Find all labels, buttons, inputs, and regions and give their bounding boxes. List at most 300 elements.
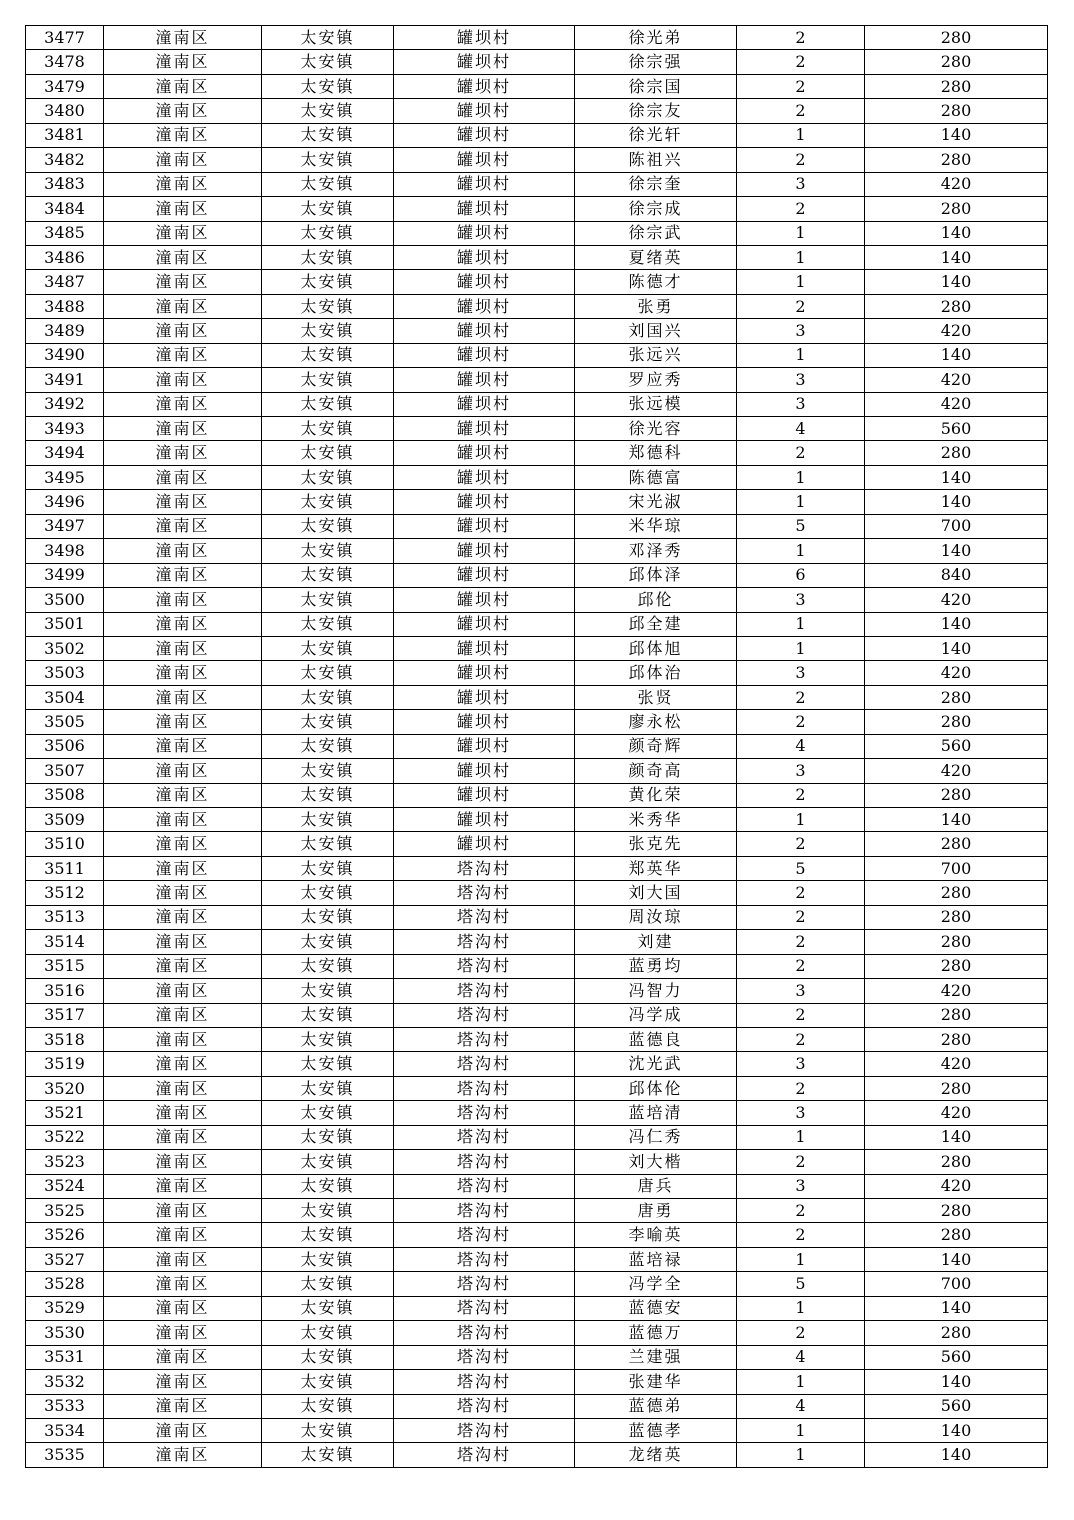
district-cell: 潼南区	[104, 50, 262, 74]
amount-cell: 700	[865, 856, 1048, 880]
name-cell: 张远模	[575, 392, 737, 416]
amount-cell: 280	[865, 294, 1048, 318]
row-number-cell: 3526	[26, 1223, 104, 1247]
amount-cell: 700	[865, 514, 1048, 538]
name-cell: 冯智力	[575, 979, 737, 1003]
district-cell: 潼南区	[104, 930, 262, 954]
town-cell: 太安镇	[262, 588, 394, 612]
district-cell: 潼南区	[104, 26, 262, 50]
town-cell: 太安镇	[262, 294, 394, 318]
count-cell: 2	[737, 1199, 865, 1223]
count-cell: 2	[737, 441, 865, 465]
table-row	[26, 392, 1048, 416]
name-cell: 张建华	[575, 1370, 737, 1394]
district-cell: 潼南区	[104, 661, 262, 685]
town-cell: 太安镇	[262, 465, 394, 489]
row-number-cell: 3517	[26, 1003, 104, 1027]
district-cell: 潼南区	[104, 881, 262, 905]
village-cell: 塔沟村	[394, 1076, 575, 1100]
district-cell: 潼南区	[104, 734, 262, 758]
name-cell: 徐光弟	[575, 26, 737, 50]
row-number-cell: 3514	[26, 930, 104, 954]
table-row	[26, 563, 1048, 587]
name-cell: 徐宗成	[575, 197, 737, 221]
village-cell: 塔沟村	[394, 1345, 575, 1369]
row-number-cell: 3509	[26, 808, 104, 832]
table-row	[26, 1247, 1048, 1271]
amount-cell: 140	[865, 465, 1048, 489]
village-cell: 罐坝村	[394, 245, 575, 269]
district-cell: 潼南区	[104, 417, 262, 441]
village-cell: 罐坝村	[394, 368, 575, 392]
amount-cell: 280	[865, 710, 1048, 734]
village-cell: 塔沟村	[394, 1003, 575, 1027]
table-row	[26, 441, 1048, 465]
village-cell: 塔沟村	[394, 1247, 575, 1271]
district-cell: 潼南区	[104, 1345, 262, 1369]
row-number-cell: 3502	[26, 636, 104, 660]
row-number-cell: 3505	[26, 710, 104, 734]
village-cell: 罐坝村	[394, 661, 575, 685]
name-cell: 邱体伦	[575, 1076, 737, 1100]
amount-cell: 280	[865, 26, 1048, 50]
village-cell: 罐坝村	[394, 319, 575, 343]
table-row	[26, 123, 1048, 147]
town-cell: 太安镇	[262, 172, 394, 196]
row-number-cell: 3491	[26, 368, 104, 392]
table-row	[26, 50, 1048, 74]
town-cell: 太安镇	[262, 1150, 394, 1174]
town-cell: 太安镇	[262, 856, 394, 880]
name-cell: 刘大国	[575, 881, 737, 905]
town-cell: 太安镇	[262, 123, 394, 147]
table-row	[26, 1223, 1048, 1247]
count-cell: 2	[737, 26, 865, 50]
count-cell: 2	[737, 294, 865, 318]
amount-cell: 280	[865, 1199, 1048, 1223]
town-cell: 太安镇	[262, 1272, 394, 1296]
district-cell: 潼南区	[104, 197, 262, 221]
row-number-cell: 3477	[26, 26, 104, 50]
town-cell: 太安镇	[262, 563, 394, 587]
row-number-cell: 3513	[26, 905, 104, 929]
count-cell: 2	[737, 710, 865, 734]
village-cell: 罐坝村	[394, 783, 575, 807]
name-cell: 米华琼	[575, 514, 737, 538]
amount-cell: 280	[865, 930, 1048, 954]
row-number-cell: 3522	[26, 1125, 104, 1149]
count-cell: 1	[737, 245, 865, 269]
row-number-cell: 3530	[26, 1321, 104, 1345]
district-cell: 潼南区	[104, 343, 262, 367]
count-cell: 1	[737, 1296, 865, 1320]
village-cell: 罐坝村	[394, 759, 575, 783]
town-cell: 太安镇	[262, 808, 394, 832]
district-cell: 潼南区	[104, 588, 262, 612]
village-cell: 罐坝村	[394, 539, 575, 563]
row-number-cell: 3486	[26, 245, 104, 269]
village-cell: 罐坝村	[394, 808, 575, 832]
table-row	[26, 881, 1048, 905]
table-row	[26, 1296, 1048, 1320]
count-cell: 2	[737, 197, 865, 221]
name-cell: 兰建强	[575, 1345, 737, 1369]
row-number-cell: 3487	[26, 270, 104, 294]
district-cell: 潼南区	[104, 392, 262, 416]
name-cell: 蓝德安	[575, 1296, 737, 1320]
town-cell: 太安镇	[262, 710, 394, 734]
village-cell: 塔沟村	[394, 1394, 575, 1418]
count-cell: 1	[737, 221, 865, 245]
count-cell: 1	[737, 1125, 865, 1149]
district-cell: 潼南区	[104, 954, 262, 978]
table-row	[26, 1052, 1048, 1076]
amount-cell: 420	[865, 172, 1048, 196]
name-cell: 蓝德孝	[575, 1418, 737, 1442]
district-cell: 潼南区	[104, 856, 262, 880]
row-number-cell: 3483	[26, 172, 104, 196]
table-row	[26, 1003, 1048, 1027]
town-cell: 太安镇	[262, 1199, 394, 1223]
village-cell: 塔沟村	[394, 1199, 575, 1223]
name-cell: 邱全建	[575, 612, 737, 636]
village-cell: 塔沟村	[394, 1150, 575, 1174]
district-cell: 潼南区	[104, 1150, 262, 1174]
table-row	[26, 588, 1048, 612]
table-row	[26, 490, 1048, 514]
count-cell: 3	[737, 1174, 865, 1198]
amount-cell: 140	[865, 636, 1048, 660]
village-cell: 塔沟村	[394, 1272, 575, 1296]
town-cell: 太安镇	[262, 1174, 394, 1198]
district-cell: 潼南区	[104, 172, 262, 196]
town-cell: 太安镇	[262, 1125, 394, 1149]
name-cell: 徐宗友	[575, 99, 737, 123]
name-cell: 蓝勇均	[575, 954, 737, 978]
table-row	[26, 368, 1048, 392]
name-cell: 张克先	[575, 832, 737, 856]
village-cell: 塔沟村	[394, 1296, 575, 1320]
district-cell: 潼南区	[104, 783, 262, 807]
district-cell: 潼南区	[104, 1394, 262, 1418]
district-cell: 潼南区	[104, 636, 262, 660]
name-cell: 龙绪英	[575, 1443, 737, 1467]
village-cell: 罐坝村	[394, 172, 575, 196]
name-cell: 蓝德弟	[575, 1394, 737, 1418]
town-cell: 太安镇	[262, 490, 394, 514]
town-cell: 太安镇	[262, 514, 394, 538]
row-number-cell: 3532	[26, 1370, 104, 1394]
town-cell: 太安镇	[262, 148, 394, 172]
name-cell: 沈光武	[575, 1052, 737, 1076]
name-cell: 蓝德良	[575, 1027, 737, 1051]
count-cell: 3	[737, 319, 865, 343]
district-cell: 潼南区	[104, 221, 262, 245]
amount-cell: 140	[865, 1443, 1048, 1467]
district-cell: 潼南区	[104, 1199, 262, 1223]
town-cell: 太安镇	[262, 417, 394, 441]
table-row	[26, 197, 1048, 221]
village-cell: 塔沟村	[394, 1223, 575, 1247]
amount-cell: 280	[865, 50, 1048, 74]
count-cell: 4	[737, 1394, 865, 1418]
town-cell: 太安镇	[262, 905, 394, 929]
count-cell: 1	[737, 465, 865, 489]
town-cell: 太安镇	[262, 441, 394, 465]
town-cell: 太安镇	[262, 1394, 394, 1418]
table-row	[26, 1150, 1048, 1174]
table-row	[26, 979, 1048, 1003]
table-row	[26, 343, 1048, 367]
district-cell: 潼南区	[104, 1296, 262, 1320]
village-cell: 罐坝村	[394, 50, 575, 74]
row-number-cell: 3496	[26, 490, 104, 514]
count-cell: 2	[737, 832, 865, 856]
count-cell: 3	[737, 1101, 865, 1125]
amount-cell: 560	[865, 417, 1048, 441]
row-number-cell: 3525	[26, 1199, 104, 1223]
town-cell: 太安镇	[262, 1027, 394, 1051]
name-cell: 陈德才	[575, 270, 737, 294]
name-cell: 邓泽秀	[575, 539, 737, 563]
town-cell: 太安镇	[262, 954, 394, 978]
table-row	[26, 612, 1048, 636]
district-cell: 潼南区	[104, 1272, 262, 1296]
count-cell: 1	[737, 1418, 865, 1442]
amount-cell: 140	[865, 221, 1048, 245]
count-cell: 1	[737, 490, 865, 514]
name-cell: 徐光轩	[575, 123, 737, 147]
district-cell: 潼南区	[104, 979, 262, 1003]
town-cell: 太安镇	[262, 1443, 394, 1467]
row-number-cell: 3534	[26, 1418, 104, 1442]
amount-cell: 420	[865, 368, 1048, 392]
name-cell: 刘国兴	[575, 319, 737, 343]
district-cell: 潼南区	[104, 808, 262, 832]
town-cell: 太安镇	[262, 26, 394, 50]
count-cell: 1	[737, 636, 865, 660]
village-cell: 塔沟村	[394, 954, 575, 978]
district-cell: 潼南区	[104, 123, 262, 147]
table-row	[26, 148, 1048, 172]
town-cell: 太安镇	[262, 685, 394, 709]
table-row	[26, 465, 1048, 489]
name-cell: 颜奇高	[575, 759, 737, 783]
district-cell: 潼南区	[104, 270, 262, 294]
count-cell: 2	[737, 99, 865, 123]
district-cell: 潼南区	[104, 1125, 262, 1149]
amount-cell: 140	[865, 1247, 1048, 1271]
town-cell: 太安镇	[262, 74, 394, 98]
count-cell: 3	[737, 661, 865, 685]
village-cell: 塔沟村	[394, 1321, 575, 1345]
village-cell: 塔沟村	[394, 1052, 575, 1076]
name-cell: 邱体泽	[575, 563, 737, 587]
table-row	[26, 1125, 1048, 1149]
row-number-cell: 3512	[26, 881, 104, 905]
count-cell: 6	[737, 563, 865, 587]
count-cell: 2	[737, 1003, 865, 1027]
table-row	[26, 1418, 1048, 1442]
table-row	[26, 245, 1048, 269]
town-cell: 太安镇	[262, 50, 394, 74]
town-cell: 太安镇	[262, 1003, 394, 1027]
name-cell: 刘大楷	[575, 1150, 737, 1174]
district-cell: 潼南区	[104, 514, 262, 538]
district-cell: 潼南区	[104, 905, 262, 929]
town-cell: 太安镇	[262, 759, 394, 783]
village-cell: 塔沟村	[394, 881, 575, 905]
village-cell: 罐坝村	[394, 514, 575, 538]
village-cell: 罐坝村	[394, 465, 575, 489]
row-number-cell: 3508	[26, 783, 104, 807]
count-cell: 2	[737, 1223, 865, 1247]
table-row	[26, 954, 1048, 978]
count-cell: 1	[737, 808, 865, 832]
row-number-cell: 3494	[26, 441, 104, 465]
count-cell: 1	[737, 343, 865, 367]
count-cell: 2	[737, 881, 865, 905]
village-cell: 塔沟村	[394, 1443, 575, 1467]
town-cell: 太安镇	[262, 930, 394, 954]
row-number-cell: 3500	[26, 588, 104, 612]
count-cell: 2	[737, 930, 865, 954]
count-cell: 2	[737, 783, 865, 807]
district-cell: 潼南区	[104, 148, 262, 172]
row-number-cell: 3499	[26, 563, 104, 587]
town-cell: 太安镇	[262, 636, 394, 660]
town-cell: 太安镇	[262, 661, 394, 685]
town-cell: 太安镇	[262, 1418, 394, 1442]
village-cell: 塔沟村	[394, 1174, 575, 1198]
village-cell: 罐坝村	[394, 148, 575, 172]
row-number-cell: 3515	[26, 954, 104, 978]
count-cell: 1	[737, 123, 865, 147]
town-cell: 太安镇	[262, 881, 394, 905]
table-row	[26, 1199, 1048, 1223]
table-row	[26, 783, 1048, 807]
town-cell: 太安镇	[262, 197, 394, 221]
village-cell: 罐坝村	[394, 490, 575, 514]
name-cell: 徐宗武	[575, 221, 737, 245]
amount-cell: 140	[865, 245, 1048, 269]
table-row	[26, 99, 1048, 123]
row-number-cell: 3498	[26, 539, 104, 563]
row-number-cell: 3527	[26, 1247, 104, 1271]
count-cell: 1	[737, 1370, 865, 1394]
amount-cell: 840	[865, 563, 1048, 587]
row-number-cell: 3535	[26, 1443, 104, 1467]
table-row	[26, 636, 1048, 660]
village-cell: 塔沟村	[394, 1027, 575, 1051]
count-cell: 3	[737, 368, 865, 392]
district-cell: 潼南区	[104, 1223, 262, 1247]
amount-cell: 280	[865, 441, 1048, 465]
amount-cell: 280	[865, 1027, 1048, 1051]
table-row	[26, 856, 1048, 880]
village-cell: 罐坝村	[394, 26, 575, 50]
town-cell: 太安镇	[262, 1296, 394, 1320]
count-cell: 4	[737, 1345, 865, 1369]
amount-cell: 280	[865, 1150, 1048, 1174]
name-cell: 陈祖兴	[575, 148, 737, 172]
count-cell: 3	[737, 1052, 865, 1076]
table-row	[26, 294, 1048, 318]
count-cell: 1	[737, 270, 865, 294]
name-cell: 郑英华	[575, 856, 737, 880]
table-row	[26, 1394, 1048, 1418]
amount-cell: 560	[865, 1394, 1048, 1418]
amount-cell: 140	[865, 123, 1048, 147]
row-number-cell: 3506	[26, 734, 104, 758]
town-cell: 太安镇	[262, 1101, 394, 1125]
village-cell: 罐坝村	[394, 221, 575, 245]
table-row	[26, 221, 1048, 245]
village-cell: 罐坝村	[394, 343, 575, 367]
count-cell: 2	[737, 905, 865, 929]
row-number-cell: 3511	[26, 856, 104, 880]
table-row	[26, 1027, 1048, 1051]
village-cell: 塔沟村	[394, 979, 575, 1003]
district-cell: 潼南区	[104, 245, 262, 269]
village-cell: 罐坝村	[394, 123, 575, 147]
town-cell: 太安镇	[262, 343, 394, 367]
name-cell: 周汝琼	[575, 905, 737, 929]
name-cell: 张勇	[575, 294, 737, 318]
town-cell: 太安镇	[262, 979, 394, 1003]
district-cell: 潼南区	[104, 1247, 262, 1271]
table-row	[26, 734, 1048, 758]
amount-cell: 140	[865, 808, 1048, 832]
name-cell: 冯学成	[575, 1003, 737, 1027]
name-cell: 蓝培禄	[575, 1247, 737, 1271]
amount-cell: 420	[865, 1052, 1048, 1076]
table-row	[26, 1370, 1048, 1394]
row-number-cell: 3480	[26, 99, 104, 123]
row-number-cell: 3531	[26, 1345, 104, 1369]
village-cell: 罐坝村	[394, 563, 575, 587]
amount-cell: 280	[865, 783, 1048, 807]
amount-cell: 420	[865, 759, 1048, 783]
count-cell: 2	[737, 1321, 865, 1345]
row-number-cell: 3529	[26, 1296, 104, 1320]
town-cell: 太安镇	[262, 1223, 394, 1247]
amount-cell: 420	[865, 392, 1048, 416]
village-cell: 塔沟村	[394, 1370, 575, 1394]
count-cell: 2	[737, 148, 865, 172]
town-cell: 太安镇	[262, 783, 394, 807]
town-cell: 太安镇	[262, 539, 394, 563]
row-number-cell: 3533	[26, 1394, 104, 1418]
table-row	[26, 685, 1048, 709]
district-cell: 潼南区	[104, 465, 262, 489]
town-cell: 太安镇	[262, 270, 394, 294]
count-cell: 4	[737, 734, 865, 758]
count-cell: 3	[737, 759, 865, 783]
district-cell: 潼南区	[104, 1443, 262, 1467]
table-row	[26, 270, 1048, 294]
row-number-cell: 3510	[26, 832, 104, 856]
row-number-cell: 3516	[26, 979, 104, 1003]
row-number-cell: 3485	[26, 221, 104, 245]
row-number-cell: 3523	[26, 1150, 104, 1174]
name-cell: 张贤	[575, 685, 737, 709]
row-number-cell: 3507	[26, 759, 104, 783]
table-row	[26, 539, 1048, 563]
count-cell: 3	[737, 588, 865, 612]
count-cell: 2	[737, 74, 865, 98]
row-number-cell: 3488	[26, 294, 104, 318]
